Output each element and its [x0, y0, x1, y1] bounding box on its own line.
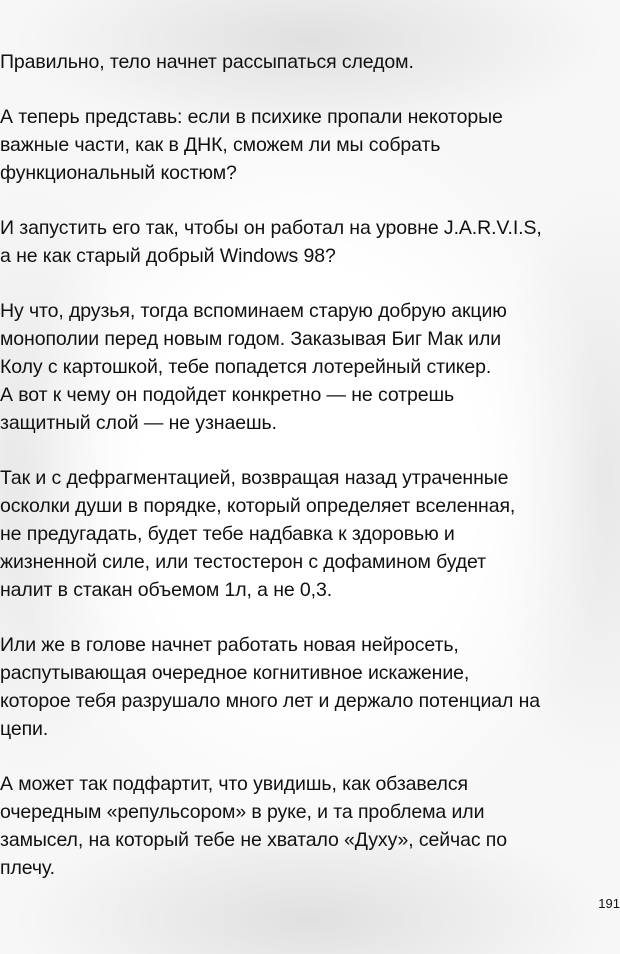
paragraph-5: Так и с дефрагментацией, возвращая назад утраченные осколки души в порядке, который определяет вселенная, не предугадать, будет тебе надбавка к здоровью и жизненной силе, или тестостерон с дофамином будет налит в стакан объемом 1л, а не 0,3.	[0, 467, 516, 601]
paragraph-1: Правильно, тело начнет рассыпаться следом.	[0, 51, 414, 73]
paragraph-2: А теперь представь: если в психике пропали некоторые важные части, как в ДНК, сможем ли мы собрать функциональный костюм?	[0, 106, 503, 184]
paragraph-7: А может так подфартит, что увидишь, как обзавелся очередным «репульсором» в руке, и та проблема или замысел, на который тебе не хватало «Духу», сейчас по плечу.	[0, 773, 507, 879]
document-page	[0, 48, 612, 909]
paragraph-3: И запустить его так, чтобы он работал на уровне J.A.R.V.I.S, а не как старый добрый Windows 98?	[0, 217, 542, 267]
page-number: 191	[598, 896, 620, 911]
paragraph-6: Или же в голове начнет работать новая нейросеть, распутывающая очередное когнитивное искажение, которое тебя разрушало много лет и держало потенциал на цепи.	[0, 634, 541, 740]
paragraph-4: Ну что, друзья, тогда вспоминаем старую добрую акцию монополии перед новым годом. Заказывая Биг Мак или Колу с картошкой, тебе попадется лотерейный стикер. А вот к чему он подойдет конкретно — не сотрешь защитный слой — не узнаешь.	[0, 300, 507, 434]
